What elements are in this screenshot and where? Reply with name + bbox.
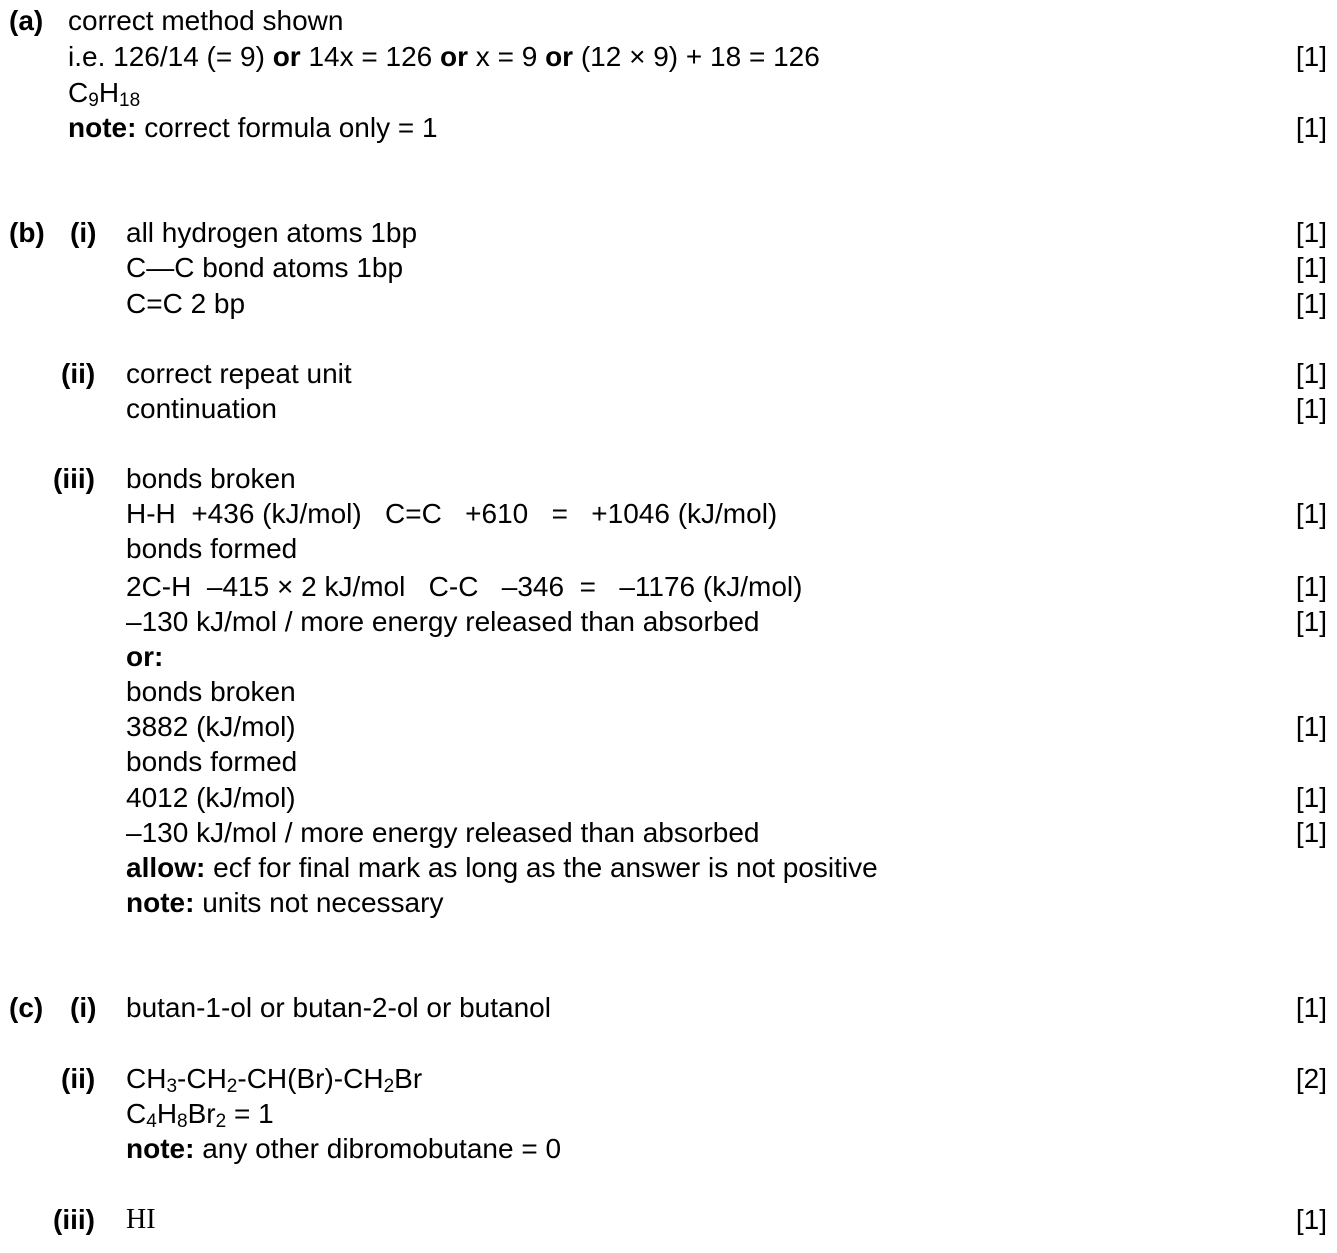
mark: [1]: [1295, 782, 1327, 813]
mark: [1]: [1295, 711, 1327, 742]
part-b-ii-line: correct repeat unit: [126, 358, 352, 389]
part-b-iii-line: –130 kJ/mol / more energy released than absorbed: [126, 606, 760, 637]
part-c-ii-formula-2: $C_4H_8Br_2 = 1$: [126, 1098, 274, 1132]
mark: [1]: [1295, 217, 1327, 248]
part-b-iii-line: 2C-H –415 × 2 kJ/mol C-C –346 = –1176 (kJ/mol): [126, 571, 803, 602]
mark: [1]: [1295, 992, 1327, 1023]
part-c-ii-label: (ii): [61, 1063, 96, 1094]
mark: [1]: [1295, 358, 1327, 389]
part-b-i-line: C—C bond atoms 1bp: [126, 252, 404, 283]
mark: [2]: [1295, 1063, 1327, 1094]
part-b-iii-note: note: units not necessary: [126, 887, 444, 918]
part-c-ii-formula-1: $CH_3-CH_2-CH(Br)-CH_2Br$: [126, 1063, 423, 1097]
part-b-i-label: (i): [70, 217, 97, 248]
part-b-iii-or: or:: [126, 641, 164, 672]
part-c-label: (c): [9, 992, 44, 1023]
part-a-line-2: i.e. 126/14 (= 9) or 14x = 126 or x = 9 or (12 × 9) + 18 = 126: [68, 41, 820, 72]
part-b-label: (b): [9, 217, 45, 248]
part-b-ii-line: continuation: [126, 393, 278, 424]
part-b-iii-line: bonds broken: [126, 676, 296, 707]
part-a-line-1: correct method shown: [68, 5, 344, 36]
part-b-iii-line: –130 kJ/mol / more energy released than absorbed: [126, 817, 760, 848]
part-b-iii-label: (iii): [53, 463, 95, 494]
part-b-iii-line: bonds formed: [126, 746, 298, 777]
part-b-i-line: C=C 2 bp: [126, 288, 246, 319]
part-c-i-text: butan-1-ol or butan-2-ol or butanol: [126, 992, 551, 1023]
mark: [1]: [1295, 606, 1327, 637]
mark: [1]: [1295, 1204, 1327, 1235]
part-b-iii-allow: allow: ecf for final mark as long as the answer is not positive: [126, 852, 878, 883]
part-c-i-label: (i): [70, 992, 97, 1023]
part-c-ii-note: note: any other dibromobutane = 0: [126, 1133, 562, 1164]
mark: [1]: [1295, 393, 1327, 424]
mark: [1]: [1295, 252, 1327, 283]
mark: [1]: [1295, 112, 1327, 143]
part-b-iii-line: bonds broken: [126, 463, 296, 494]
part-a-formula: $C_9H_{18}$: [68, 77, 141, 111]
part-a-label: (a): [9, 5, 44, 36]
part-c-iii-text: HI: [126, 1204, 156, 1235]
part-b-i-line: all hydrogen atoms 1bp: [126, 217, 418, 248]
mark: [1]: [1295, 571, 1327, 602]
part-b-iii-line: 3882 (kJ/mol): [126, 711, 296, 742]
mark: [1]: [1295, 498, 1327, 529]
part-c-iii-label: (iii): [53, 1204, 95, 1235]
mark: [1]: [1295, 41, 1327, 72]
part-b-iii-line: 4012 (kJ/mol): [126, 782, 296, 813]
part-b-ii-label: (ii): [61, 358, 96, 389]
part-b-iii-line: H-H +436 (kJ/mol) C=C +610 = +1046 (kJ/mol): [126, 498, 778, 529]
mark: [1]: [1295, 288, 1327, 319]
part-b-iii-line: bonds formed: [126, 533, 298, 564]
part-a-note: note: correct formula only = 1: [68, 112, 438, 143]
mark: [1]: [1295, 817, 1327, 848]
